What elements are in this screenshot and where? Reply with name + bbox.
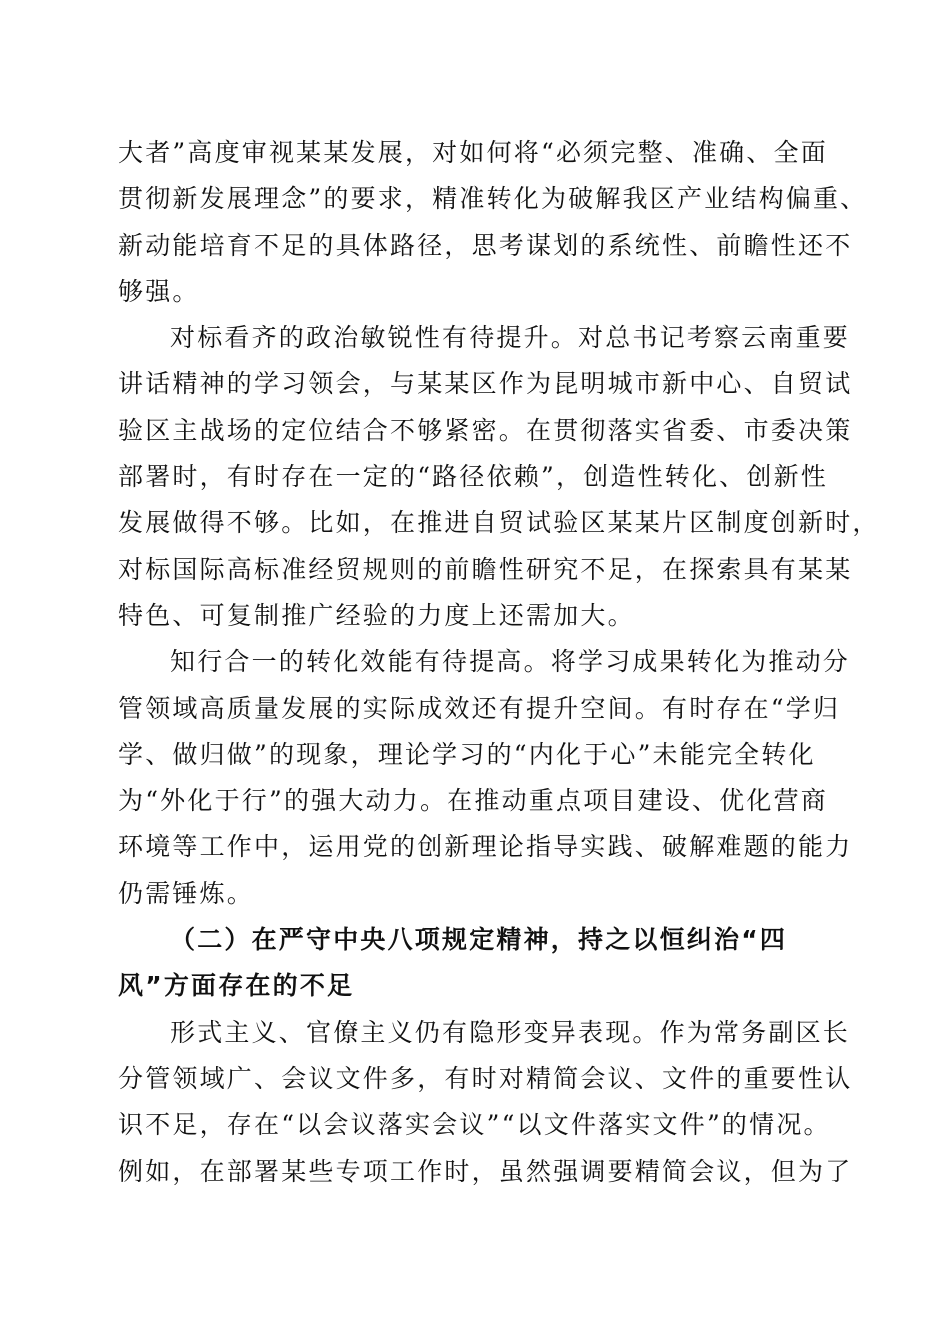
text-line: 验区主战场的定位结合不够紧密。在贯彻落实省委、市委决策: [118, 415, 853, 445]
text-line: 部署时，有时存在一定的“路径依赖”，创造性转化、创新性: [118, 462, 828, 492]
document-body: [118, 130, 880, 1195]
paragraph-first-line: 知行合一的转化效能有待提高。将学习成果转化为推动分: [170, 647, 851, 677]
text-line: 够强。: [118, 276, 200, 306]
text-line: 识不足，存在“以会议落实会议”“以文件落实文件”的情况。: [118, 1110, 831, 1140]
text-line: 对标国际高标准经贸规则的前瞻性研究不足，在探索具有某某: [118, 554, 853, 584]
text-line: 学、做归做”的现象，理论学习的“内化于心”未能完全转化: [118, 739, 816, 769]
text-line: 贯彻新发展理念”的要求，精准转化为破解我区产业结构偏重、: [118, 184, 868, 214]
text-line: 例如，在部署某些专项工作时，虽然强调要精简会议，但为了: [118, 1156, 853, 1186]
text-line: 仍需锤炼。: [118, 878, 255, 908]
text-line: 特色、可复制推广经验的力度上还需加大。: [118, 600, 635, 630]
text-line: 管领域高质量发展的实际成效还有提升空间。有时存在“学归: [118, 693, 841, 723]
paragraph-first-line: 形式主义、官僚主义仍有隐形变异表现。作为常务副区长: [170, 1017, 851, 1047]
text-line: 讲话精神的学习领会，与某某区作为昆明城市新中心、自贸试: [118, 369, 853, 399]
text-line: 分管领域广、会议文件多，有时对精简会议、文件的重要性认: [118, 1063, 853, 1093]
section-heading-continued: 风”方面存在的不足: [118, 971, 355, 1001]
text-line: 环境等工作中，运用党的创新理论指导实践、破解难题的能力: [118, 832, 853, 862]
paragraph-first-line: 对标看齐的政治敏锐性有待提升。对总书记考察云南重要: [170, 323, 851, 353]
text-line: 新动能培育不足的具体路径，思考谋划的系统性、前瞻性还不: [118, 230, 853, 260]
text-line: 大者”高度审视某某发展，对如何将“必须完整、准确、全面: [118, 138, 828, 167]
text-line: 为“外化于行”的强大动力。在推动重点项目建设、优化营商: [118, 786, 828, 816]
section-heading: （二）在严守中央八项规定精神，持之以恒纠治“四: [170, 925, 788, 955]
text-line: 发展做得不够。比如，在推进自贸试验区某某片区制度创新时，: [118, 508, 880, 538]
